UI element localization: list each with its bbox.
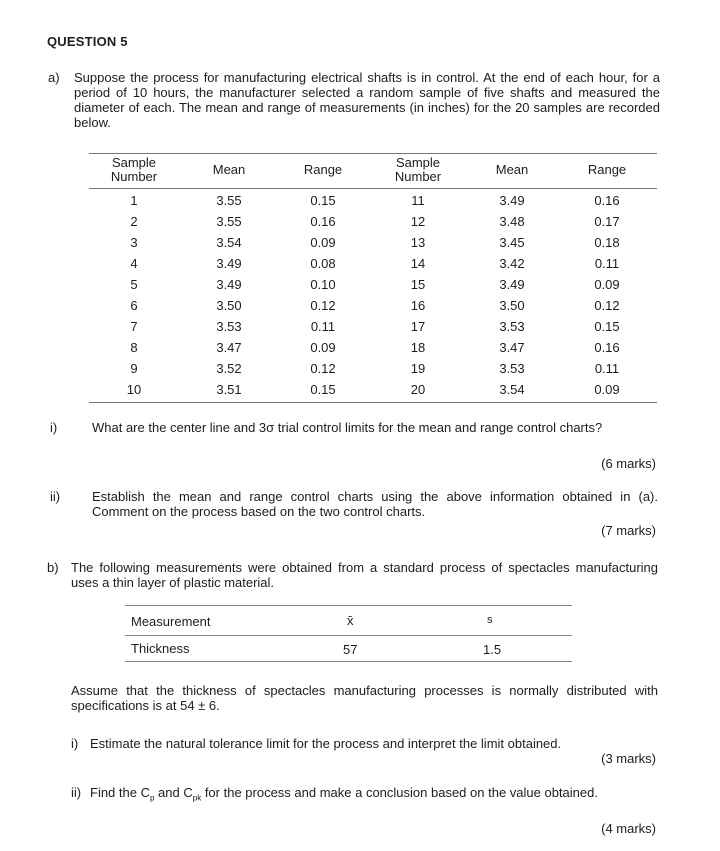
cell-range-2: 0.11 bbox=[594, 256, 620, 271]
cell-sample-number: 8 bbox=[130, 340, 138, 355]
cell-sample-number-2: 12 bbox=[410, 214, 426, 229]
table2-bottom-rule bbox=[125, 661, 572, 662]
sub-a-ii-text: Establish the mean and range control charts using the above information obtained in (a). Comment on the process based on the two control charts. bbox=[92, 489, 658, 519]
cell-sample-number-2: 20 bbox=[410, 382, 426, 397]
sub-b-ii-marks: (4 marks) bbox=[601, 821, 656, 836]
sub-a-i-marks: (6 marks) bbox=[601, 456, 656, 471]
table-row bbox=[89, 358, 657, 379]
sub-a-ii-label: ii) bbox=[50, 489, 61, 504]
table-row bbox=[89, 379, 657, 400]
cell-mean: 3.55 bbox=[216, 214, 242, 229]
table2-header-measurement: Measurement bbox=[131, 614, 211, 629]
cell-sample-number-2: 18 bbox=[410, 340, 426, 355]
sub-b-i-label: i) bbox=[71, 736, 79, 751]
cell-sample-number-2: 14 bbox=[410, 256, 426, 271]
cell-mean-2: 3.47 bbox=[499, 340, 525, 355]
cell-mean: 3.47 bbox=[216, 340, 242, 355]
table-row bbox=[89, 316, 657, 337]
table2-cell-thickness: Thickness bbox=[131, 641, 190, 656]
cell-sample-number: 7 bbox=[130, 319, 138, 334]
cell-mean-2: 3.53 bbox=[499, 361, 525, 376]
cell-sample-number: 3 bbox=[130, 235, 138, 250]
part-a-text: Suppose the process for manufacturing electrical shafts is in control. At the end of each hour, for a period of 10 hours, the manufacturer selected a random sample of five shafts and measured the diameter of each. The mean and range of measurements (in inches) for the 20 samples are recorded below. bbox=[74, 70, 660, 130]
table2-cell-s: 1.5 bbox=[483, 642, 502, 657]
cell-mean-2: 3.48 bbox=[499, 214, 525, 229]
cell-range: 0.16 bbox=[310, 214, 336, 229]
cell-range-2: 0.18 bbox=[594, 235, 620, 250]
question-title: QUESTION 5 bbox=[47, 34, 128, 49]
cell-range: 0.11 bbox=[310, 319, 336, 334]
cell-range-2: 0.16 bbox=[594, 340, 620, 355]
cell-mean: 3.53 bbox=[216, 319, 242, 334]
table2-top-rule bbox=[125, 605, 572, 606]
cell-range: 0.15 bbox=[310, 193, 336, 208]
cell-sample-number: 2 bbox=[130, 214, 138, 229]
cell-range: 0.12 bbox=[310, 298, 336, 313]
cell-range-2: 0.09 bbox=[594, 382, 620, 397]
sub-b-i-marks: (3 marks) bbox=[601, 751, 656, 766]
cell-mean: 3.50 bbox=[216, 298, 242, 313]
sub-b-ii-text bbox=[90, 785, 658, 806]
cell-mean: 3.52 bbox=[216, 361, 242, 376]
cell-sample-number-2: 11 bbox=[411, 193, 425, 208]
cell-mean: 3.51 bbox=[216, 382, 242, 397]
table-row bbox=[89, 253, 657, 274]
cell-sample-number: 10 bbox=[126, 382, 142, 397]
table-row bbox=[89, 190, 657, 211]
table-row bbox=[89, 274, 657, 295]
cell-range: 0.09 bbox=[310, 235, 336, 250]
table2-cell-mean: 57 bbox=[343, 642, 358, 657]
cell-range-2: 0.17 bbox=[594, 214, 620, 229]
table2-header-s: s bbox=[487, 614, 493, 626]
cell-range: 0.12 bbox=[310, 361, 336, 376]
cell-range-2: 0.16 bbox=[594, 193, 620, 208]
cell-range-2: 0.11 bbox=[594, 361, 620, 376]
sub-a-i-text: What are the center line and 3σ trial control limits for the mean and range control charts? bbox=[92, 420, 603, 435]
sub-a-i-label: i) bbox=[50, 420, 58, 435]
cell-sample-number: 4 bbox=[130, 256, 138, 271]
header-mean-2: Mean bbox=[495, 162, 529, 177]
cell-mean: 3.54 bbox=[216, 235, 242, 250]
cell-mean-2: 3.42 bbox=[499, 256, 525, 271]
table-header-rule bbox=[89, 188, 657, 189]
part-b-text: The following measurements were obtained from a standard process of spectacles manufacturing uses a thin layer of plastic material. bbox=[71, 560, 658, 590]
cell-sample-number-2: 16 bbox=[410, 298, 426, 313]
sub-b-ii-sub-pk: pk bbox=[192, 793, 202, 803]
cell-sample-number-2: 17 bbox=[410, 319, 426, 334]
cell-mean-2: 3.45 bbox=[499, 235, 525, 250]
cell-mean: 3.55 bbox=[216, 193, 242, 208]
cell-sample-number-2: 13 bbox=[410, 235, 426, 250]
header-sample-number-2: Sample Number bbox=[394, 155, 442, 184]
header-sample-number-1: Sample Number bbox=[110, 155, 158, 184]
cell-mean: 3.49 bbox=[216, 256, 242, 271]
header-mean-1: Mean bbox=[212, 162, 246, 177]
table-top-rule bbox=[89, 153, 657, 154]
header-range-1: Range bbox=[303, 162, 343, 177]
cell-mean-2: 3.53 bbox=[499, 319, 525, 334]
assume-text: Assume that the thickness of spectacles manufacturing processes is normally distributed with specifications is at 54 ± 6. bbox=[71, 683, 658, 713]
table-bottom-rule bbox=[89, 402, 657, 403]
cell-sample-number-2: 19 bbox=[410, 361, 426, 376]
cell-sample-number: 1 bbox=[130, 193, 138, 208]
part-a-label: a) bbox=[48, 70, 60, 85]
cell-range: 0.10 bbox=[310, 277, 336, 292]
sub-b-ii-sub-p: p bbox=[149, 793, 155, 803]
part-b-label: b) bbox=[47, 560, 59, 575]
sub-b-ii-label: ii) bbox=[71, 785, 82, 800]
table-row bbox=[89, 232, 657, 253]
cell-mean: 3.49 bbox=[216, 277, 242, 292]
cell-mean-2: 3.49 bbox=[499, 277, 525, 292]
cell-mean-2: 3.54 bbox=[499, 382, 525, 397]
cell-sample-number: 9 bbox=[130, 361, 138, 376]
cell-range-2: 0.09 bbox=[594, 277, 620, 292]
table-row bbox=[89, 337, 657, 358]
sub-b-ii-text-mid: and C bbox=[154, 785, 193, 800]
cell-range-2: 0.12 bbox=[594, 298, 620, 313]
table-row bbox=[89, 295, 657, 316]
cell-range: 0.08 bbox=[310, 256, 336, 271]
table2-header-rule bbox=[125, 635, 572, 636]
cell-range: 0.09 bbox=[310, 340, 336, 355]
cell-sample-number: 6 bbox=[130, 298, 138, 313]
cell-mean-2: 3.49 bbox=[499, 193, 525, 208]
cell-mean-2: 3.50 bbox=[499, 298, 525, 313]
cell-sample-number-2: 15 bbox=[410, 277, 426, 292]
header-range-2: Range bbox=[587, 162, 627, 177]
sub-b-i-text: Estimate the natural tolerance limit for the process and interpret the limit obtained. bbox=[90, 736, 562, 751]
table-row bbox=[89, 211, 657, 232]
sub-b-ii-text-pre: Find the C bbox=[90, 785, 150, 800]
table2-header-xbar: x̄ bbox=[347, 613, 354, 628]
sub-b-ii-text-post: for the process and make a conclusion based on the value obtained. bbox=[201, 785, 598, 800]
sub-a-ii-marks: (7 marks) bbox=[601, 523, 656, 538]
cell-range: 0.15 bbox=[310, 382, 336, 397]
cell-sample-number: 5 bbox=[130, 277, 138, 292]
cell-range-2: 0.15 bbox=[594, 319, 620, 334]
